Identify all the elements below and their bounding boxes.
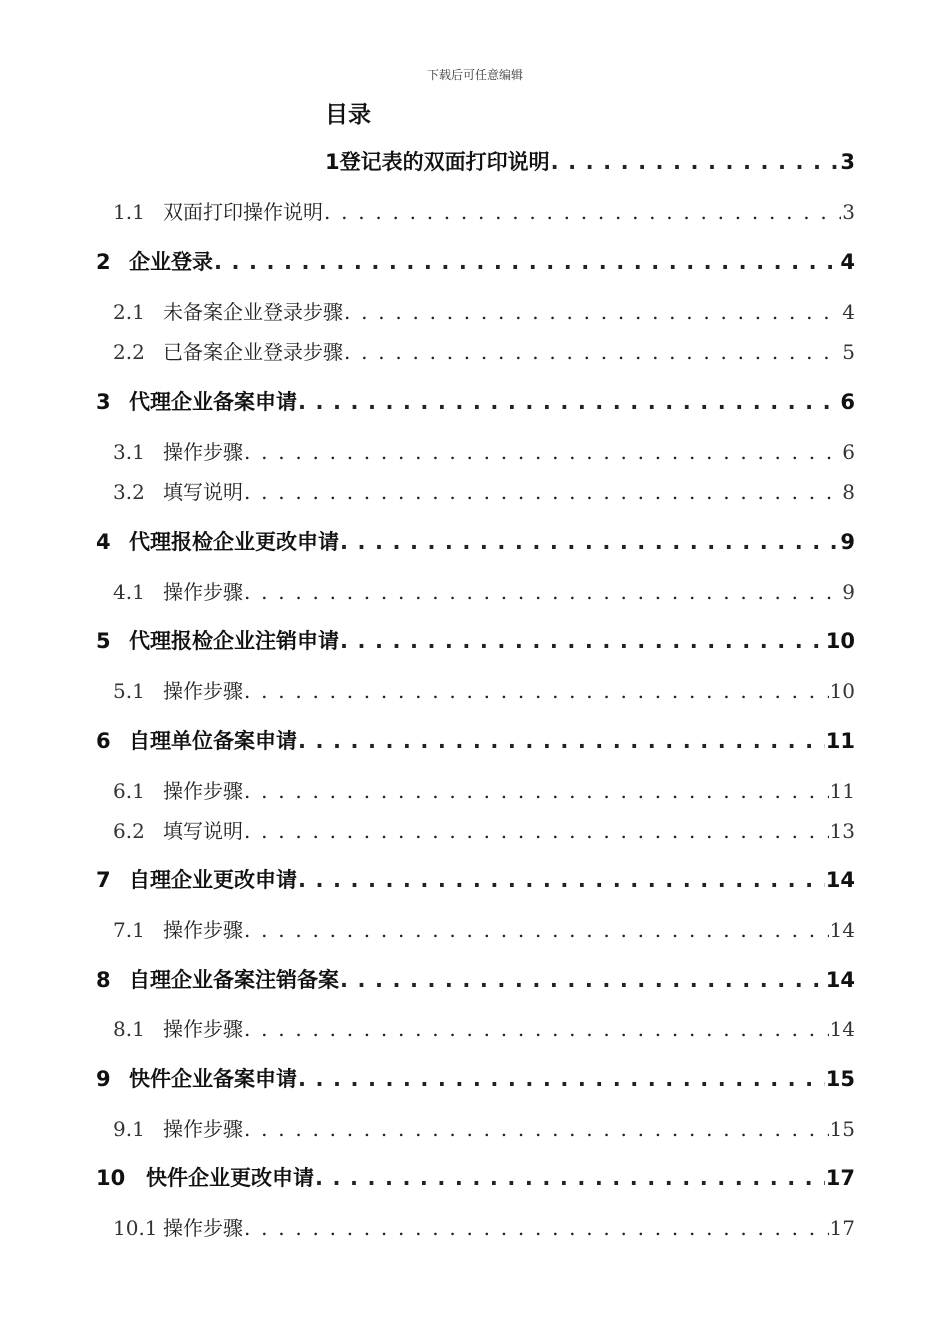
toc-entry-4[interactable] — [96, 526, 855, 556]
toc-leader-dots — [298, 390, 839, 414]
toc-entry-text: 操作步骤 — [163, 440, 243, 464]
toc-entry-page: 6 — [842, 440, 855, 464]
toc-leader-dots — [551, 150, 840, 174]
toc-entry-4-1[interactable] — [113, 576, 855, 606]
toc-entry-page: 15 — [825, 1067, 855, 1091]
toc-leader-dots — [340, 629, 825, 653]
toc-entry-page: 4 — [842, 300, 855, 324]
toc-entry-text: 操作步骤 — [163, 1017, 243, 1041]
toc-entry-2-2[interactable] — [113, 336, 855, 366]
toc-entry-text: 登记表的双面打印说明 — [339, 150, 550, 174]
toc-entry-page: 10 — [825, 629, 855, 653]
toc-entry-3-1[interactable] — [113, 436, 855, 466]
toc-entry-text: 自理企业备案注销备案 — [129, 968, 339, 992]
toc-entry-number: 7.1 — [113, 918, 145, 942]
toc-entry-text: 操作步骤 — [163, 918, 243, 942]
toc-entry-number: 2 — [96, 250, 111, 274]
toc-entry-text: 代理企业备案申请 — [129, 390, 297, 414]
toc-leader-dots — [244, 440, 841, 464]
toc-entry-10-1[interactable] — [113, 1212, 855, 1242]
toc-entry-text: 代理报检企业注销申请 — [129, 629, 339, 653]
toc-entry-text: 填写说明 — [163, 480, 243, 504]
toc-entry-5-1[interactable] — [113, 675, 855, 705]
toc-entry-text: 企业登录 — [129, 250, 213, 274]
toc-entry-number: 10 — [96, 1166, 126, 1190]
toc-entry-page: 6 — [840, 390, 855, 414]
toc-entry-text: 操作步骤 — [163, 779, 243, 803]
toc-entry-number: 6.1 — [113, 779, 145, 803]
toc-entry-number: 9.1 — [113, 1117, 145, 1141]
toc-entry-5[interactable] — [96, 625, 855, 655]
toc-entry-page: 11 — [825, 729, 855, 753]
toc-entry-9[interactable] — [96, 1063, 855, 1093]
toc-entry-7[interactable] — [96, 864, 855, 894]
toc-entry-6-1[interactable] — [113, 775, 855, 805]
toc-entry-text: 快件企业更改申请 — [146, 1166, 314, 1190]
toc-entry-page: 8 — [842, 480, 855, 504]
toc-entry-page: 14 — [829, 918, 855, 942]
toc-entry-number: 7 — [96, 868, 111, 892]
toc-entry-number: 3.2 — [113, 480, 145, 504]
toc-entry-number: 8 — [96, 968, 111, 992]
toc-entry-number: 2.2 — [113, 340, 145, 364]
toc-entry-text: 未备案企业登录步骤 — [163, 300, 343, 324]
toc-entry-number: 3.1 — [113, 440, 145, 464]
toc-entry-2[interactable] — [96, 246, 855, 276]
page-header: 下载后可任意编辑 — [426, 68, 523, 82]
toc-entry-page: 13 — [829, 819, 855, 843]
toc-leader-dots — [340, 530, 839, 554]
toc-entry-number: 9 — [96, 1067, 111, 1091]
toc-entry-text: 双面打印操作说明 — [163, 200, 323, 224]
toc-entry-8-1[interactable] — [113, 1013, 855, 1043]
toc-entry-number: 2.1 — [113, 300, 145, 324]
toc-entry-page: 14 — [825, 868, 855, 892]
toc-leader-dots — [244, 779, 829, 803]
toc-entry-page: 17 — [825, 1166, 855, 1190]
toc-entry-page: 9 — [840, 530, 855, 554]
toc-entry-text: 操作步骤 — [163, 1216, 243, 1240]
toc-entry-7-1[interactable] — [113, 914, 855, 944]
toc-leader-dots — [298, 729, 825, 753]
toc-leader-dots — [315, 1166, 825, 1190]
toc-entry-page: 3 — [840, 150, 855, 174]
toc-entry-6[interactable] — [96, 725, 855, 755]
toc-entry-number: 1 — [325, 150, 340, 174]
toc-entry-number: 10.1 — [113, 1216, 158, 1240]
toc-entry-number: 3 — [96, 390, 111, 414]
toc-entry-page: 4 — [840, 250, 855, 274]
toc-entry-10[interactable] — [96, 1162, 855, 1192]
toc-leader-dots — [244, 679, 829, 703]
toc-entry-text: 操作步骤 — [163, 580, 243, 604]
toc-leader-dots — [244, 1117, 829, 1141]
toc-entry-page: 10 — [829, 679, 855, 703]
toc-entry-number: 5 — [96, 629, 111, 653]
toc-leader-dots — [244, 918, 829, 942]
toc-leader-dots — [298, 868, 825, 892]
toc-entry-8[interactable] — [96, 964, 855, 994]
toc-entry-number: 6.2 — [113, 819, 145, 843]
toc-entry-page: 3 — [842, 200, 855, 224]
toc-entry-text: 填写说明 — [163, 819, 243, 843]
toc-entry-text: 代理报检企业更改申请 — [129, 530, 339, 554]
toc-entry-3-2[interactable] — [113, 476, 855, 506]
toc-entry-text: 自理单位备案申请 — [129, 729, 297, 753]
toc-entry-page: 17 — [829, 1216, 855, 1240]
toc-entry-1[interactable] — [325, 146, 855, 176]
toc-entry-text: 操作步骤 — [163, 679, 243, 703]
toc-entry-text: 已备案企业登录步骤 — [163, 340, 343, 364]
toc-entry-number: 6 — [96, 729, 111, 753]
toc-entry-3[interactable] — [96, 386, 855, 416]
toc-entry-1-1[interactable] — [113, 196, 855, 226]
toc-entry-page: 14 — [829, 1017, 855, 1041]
toc-leader-dots — [244, 480, 841, 504]
toc-leader-dots — [244, 819, 829, 843]
toc-entry-number: 8.1 — [113, 1017, 145, 1041]
toc-leader-dots — [214, 250, 839, 274]
toc-entry-number: 4 — [96, 530, 111, 554]
toc-entry-page: 5 — [842, 340, 855, 364]
toc-leader-dots — [340, 968, 825, 992]
toc-entry-9-1[interactable] — [113, 1113, 855, 1143]
toc-entry-text: 操作步骤 — [163, 1117, 243, 1141]
toc-entry-page: 14 — [825, 968, 855, 992]
toc-entry-2-1[interactable] — [113, 296, 855, 326]
toc-entry-number: 1.1 — [113, 200, 145, 224]
toc-entry-number: 5.1 — [113, 679, 145, 703]
toc-leader-dots — [324, 200, 841, 224]
toc-entry-text: 快件企业备案申请 — [129, 1067, 297, 1091]
toc-leader-dots — [244, 580, 841, 604]
toc-title: 目录 — [325, 102, 371, 128]
toc-leader-dots — [344, 300, 841, 324]
toc-entry-page: 15 — [829, 1117, 855, 1141]
toc-entry-text: 自理企业更改申请 — [129, 868, 297, 892]
toc-entry-page: 11 — [829, 779, 855, 803]
toc-leader-dots — [244, 1017, 829, 1041]
toc-entry-number: 4.1 — [113, 580, 145, 604]
toc-leader-dots — [298, 1067, 825, 1091]
toc-leader-dots — [344, 340, 841, 364]
toc-entry-6-2[interactable] — [113, 815, 855, 845]
toc-entry-page: 9 — [842, 580, 855, 604]
toc-leader-dots — [244, 1216, 829, 1240]
